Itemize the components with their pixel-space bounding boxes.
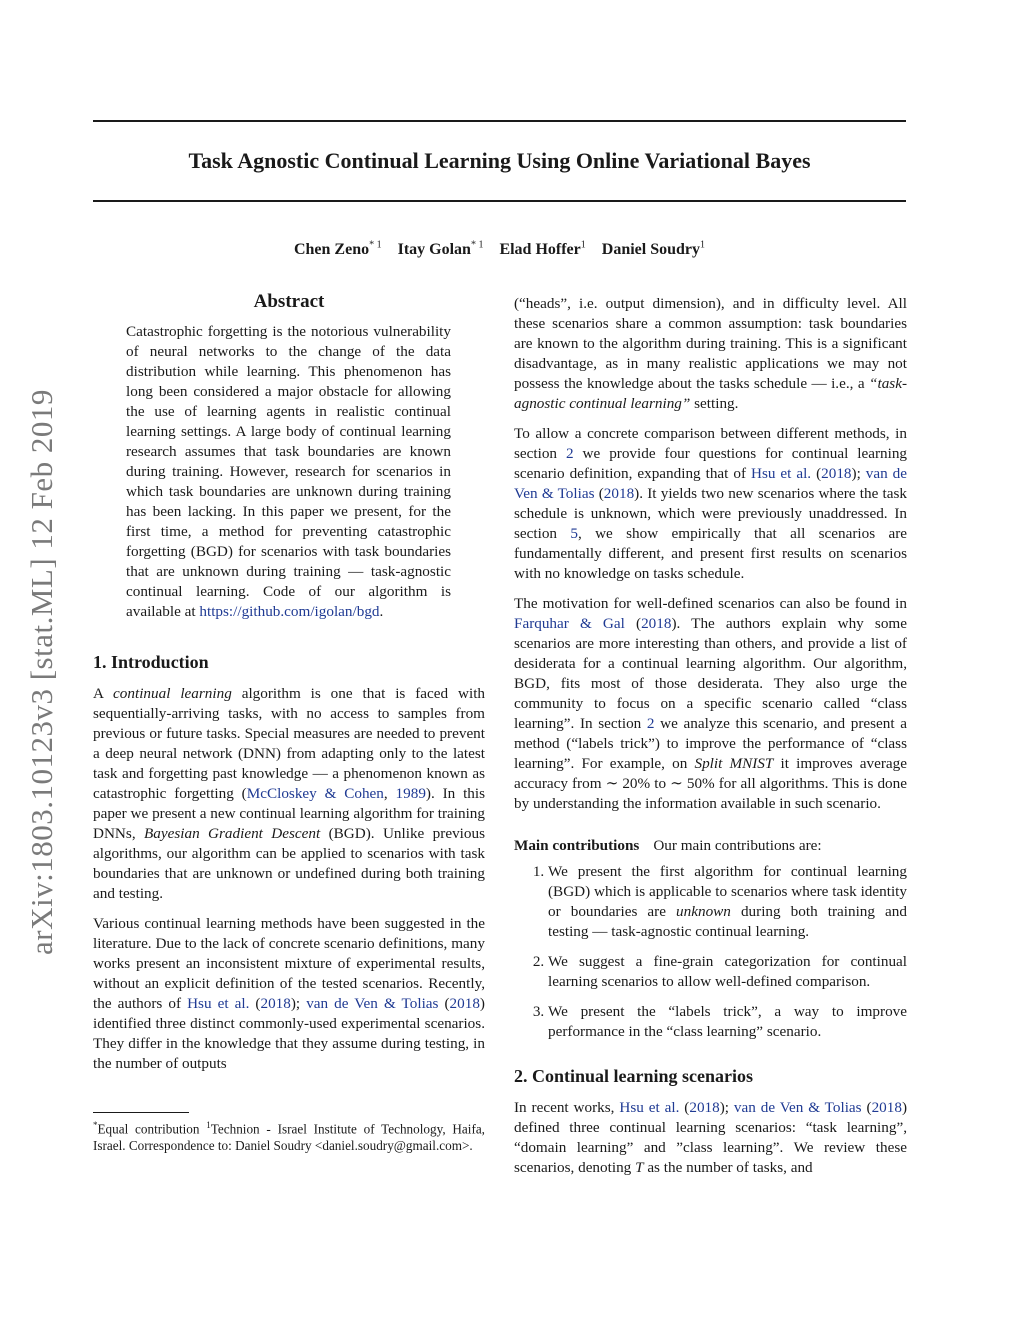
text-run: ); [290,995,307,1012]
footnote-affiliation: Technion - Israel Institute of Technology, Haifa, Israel. Correspondence to: Daniel Soudry <daniel.soudry@gmail.com>. [93,1121,485,1154]
section-2-heading: 2. Continual learning scenarios [514,1066,754,1086]
footnote-rule [93,1112,189,1113]
author-4 [602,241,705,258]
intro-paragraph-2 [93,914,485,1074]
text-run: ( [249,995,261,1012]
text-run: We present the “labels trick”, a way to improve performance in the “class learning” scenario. [548,1003,907,1040]
footnote-mark: 1 [206,1120,211,1130]
text-run: ( [594,485,604,502]
text-run: . The authors explain why some scenarios are more interesting than others, and provide a list of desiderata for a continual learning algorithm. Our algorithm, BGD, fits most of those desiderata. They also urge the community to focus on a specific scenario called “class learning”. In section [514,615,907,732]
text-run: during both training and testing — task-agnostic continual learning. [548,903,907,940]
text-run: ) [901,1099,907,1116]
section-ref[interactable]: 2 [646,715,655,732]
abstract-end: . [379,603,384,620]
text-run: ); [851,465,866,482]
title-rule-top [93,120,906,122]
author-name: Chen Zeno [293,241,370,259]
citation-year[interactable]: 2018 [603,485,635,502]
text-run: ) [634,485,640,502]
text-run: (BGD). Unlike previous algorithms, our algorithm can be applied to scenarios with task boundaries that are unknown or undefined during both training and testing. [93,825,485,902]
right-paragraph-1 [514,294,907,414]
text-run: ( [811,465,822,482]
citation-year[interactable]: 2018 [689,1099,720,1116]
text-run: ( [679,1099,690,1116]
text-run: , we show empirically that all scenarios are fundamentally different, and present first results on scenarios with no knowledge on tasks schedule. [514,525,907,582]
text-run: To allow a concrete comparison between different methods, in section [514,425,907,462]
author-3 [499,241,585,258]
footnote-equal-contribution: Equal contribution [97,1121,207,1137]
citation-farquhar[interactable]: Farquhar & Gal [514,615,625,632]
math-variable-t: T [635,1159,644,1176]
text-run: (“heads”, i.e. output dimension), and in difficulty level. All these scenarios share a common assumption: task boundaries are known to the algorithm during training. This is a significant disadvantage, as in many realistic applications we may not possess the knowledge about the tasks schedule — i.e., a [514,295,907,392]
text-run: Various continual learning methods have been suggested in the literature. Due to the lack of concrete scenario definitions, many works present an inconsistent mixture of experimental results, without an explicit definition of the tested scenarios. Recently, the authors of [93,915,485,1012]
author-2 [398,241,484,258]
text-run: We present the first algorithm for continual learning (BGD) which is applicable to scenarios where task identity or boundaries are [548,863,907,920]
left-column [93,290,485,1084]
term-task-agnostic: “task-agnostic continual learning” [514,375,907,412]
paper-title: Task Agnostic Continual Learning Using Online Variational Bayes [188,148,811,173]
code-url-link[interactable]: https://github.com/igolan/bgd [199,603,380,620]
citation-mccloskey[interactable]: McCloskey & Cohen [246,785,384,802]
right-column [514,294,907,1188]
section-ref[interactable]: 2 [565,445,574,462]
text-run: ( [861,1099,872,1116]
citation-hsu[interactable]: Hsu et al. [619,1099,680,1116]
text-run: defined three continual learning scenarios: “task learning”, “domain learning” and ”class learning”. We review these scenarios, denoting [514,1119,907,1176]
intro-paragraph-1 [93,684,485,904]
author-name: Daniel Soudry [601,241,701,259]
main-contributions-heading: Main contributions [514,837,640,854]
citation-year[interactable]: 2018 [449,995,480,1012]
term-continual-learning: continual learning [113,685,232,702]
right-paragraph-3 [514,594,907,814]
contributions-list [514,862,907,1042]
text-run: ); [719,1099,734,1116]
citation-hsu[interactable]: Hsu et al. [187,995,250,1012]
citation-van-de-ven[interactable]: van de Ven & Tolias [514,465,907,502]
author-affiliation-mark: * 1 [470,240,484,251]
citation-van-de-ven[interactable]: van de Ven & Tolias [306,995,439,1012]
introduction-heading: 1. Introduction [93,652,209,672]
abstract-body [126,322,451,622]
text-run: ). In this paper we present a new continual learning algorithm for training DNNs, [93,785,486,842]
text-run: The motivation for well-defined scenarios can also be found in [514,595,907,612]
citation-van-de-ven[interactable]: van de Ven & Tolias [733,1099,862,1116]
term-bayesian-gradient-descent: Bayesian Gradient Descent [144,825,321,842]
text-run: In recent works, [514,1099,620,1116]
text-run: ) [479,995,485,1012]
title-rule-bottom [93,200,906,202]
text-run: as the number of tasks, and [643,1159,813,1176]
citation-hsu[interactable]: Hsu et al. [750,465,812,482]
author-1 [294,241,382,258]
footnote [93,1112,485,1154]
arxiv-watermark: arXiv:1803.10123v3 [stat.ML] 12 Feb 2019 [24,389,59,955]
abstract-heading: Abstract [253,291,325,312]
abstract-paragraph [126,322,451,622]
text-run: identified three distinct commonly-used experimental scenarios. They differ in the knowledge that they assume during testing, in the number of outputs [93,1015,485,1072]
abstract-text: Catastrophic forgetting is the notorious vulnerability of neural networks to the change of the data distribution while learning. This phenomenon has long been considered a major obstacle for allowing the use of learning agents in realistic continual learning settings. A large body of continual learning research assumes that task boundaries are known during training. However, research for scenarios in which task boundaries are unknown during training has been lacking. In this paper we present, for the first time, a method for preventing catastrophic forgetting (BGD) for scenarios with task boundaries that are unknown during training — task-agnostic continual learning. Code of our algorithm is available at [126,323,451,620]
section-ref[interactable]: 5 [570,525,578,542]
text-run: We suggest a fine-grain categorization for continual learning scenarios to allow well-defined comparison. [548,953,907,990]
text-run: . It yields two new scenarios where the task schedule is unknown, which were previously unaddressed. In section [514,485,907,542]
citation-year[interactable]: 2018 [821,465,852,482]
text-run: ) [671,615,677,632]
text-run: algorithm is one that is faced with sequentially-arriving tasks, with no access to samples from previous or future tasks. Special measures are needed to prevent a deep neural network (DNN) from adapting only to the latest task and forgetting past knowledge — a phenomenon known as catastrophic forgetting ( [93,685,486,802]
contribution-item-1 [548,862,907,942]
contribution-item-2 [548,952,907,992]
text-run: we analyze this scenario, and present a method (“labels trick”) to improve the performance of “class learning”. For example, on [514,715,907,772]
author-list [93,234,906,262]
main-contributions-intro: Our main contributions are: [653,837,822,854]
term-unknown: unknown [676,903,731,920]
author-affiliation-mark: 1 [580,240,586,251]
right-paragraph-2 [514,424,907,584]
text-run: it improves average accuracy from ∼ 20% to ∼ 50% for all algorithms. This is done by understanding the information available in such scenario. [514,755,908,812]
main-contributions-paragraph [514,836,907,856]
author-name: Elad Hoffer [499,241,581,259]
text-run: setting. [690,395,739,412]
text-run: ( [438,995,450,1012]
contribution-item-3 [548,1002,907,1042]
text-run: we provide four questions for continual learning scenario definition, expanding that of [514,445,908,482]
citation-year[interactable]: 1989 [395,785,426,802]
footnote-mark: * [93,1120,98,1130]
text-run: A [93,685,114,702]
dataset-split-mnist: Split MNIST [694,755,774,772]
text-run: , [383,785,396,802]
author-affiliation-mark: * 1 [369,240,382,251]
citation-year[interactable]: 2018 [871,1099,902,1116]
text-run: ( [624,615,642,632]
section-2-paragraph-1 [514,1098,907,1178]
author-name: Itay Golan [397,241,471,259]
footnote-text [93,1117,485,1154]
citation-year[interactable]: 2018 [260,995,291,1012]
citation-year[interactable]: 2018 [641,615,672,632]
author-affiliation-mark: 1 [700,240,706,251]
